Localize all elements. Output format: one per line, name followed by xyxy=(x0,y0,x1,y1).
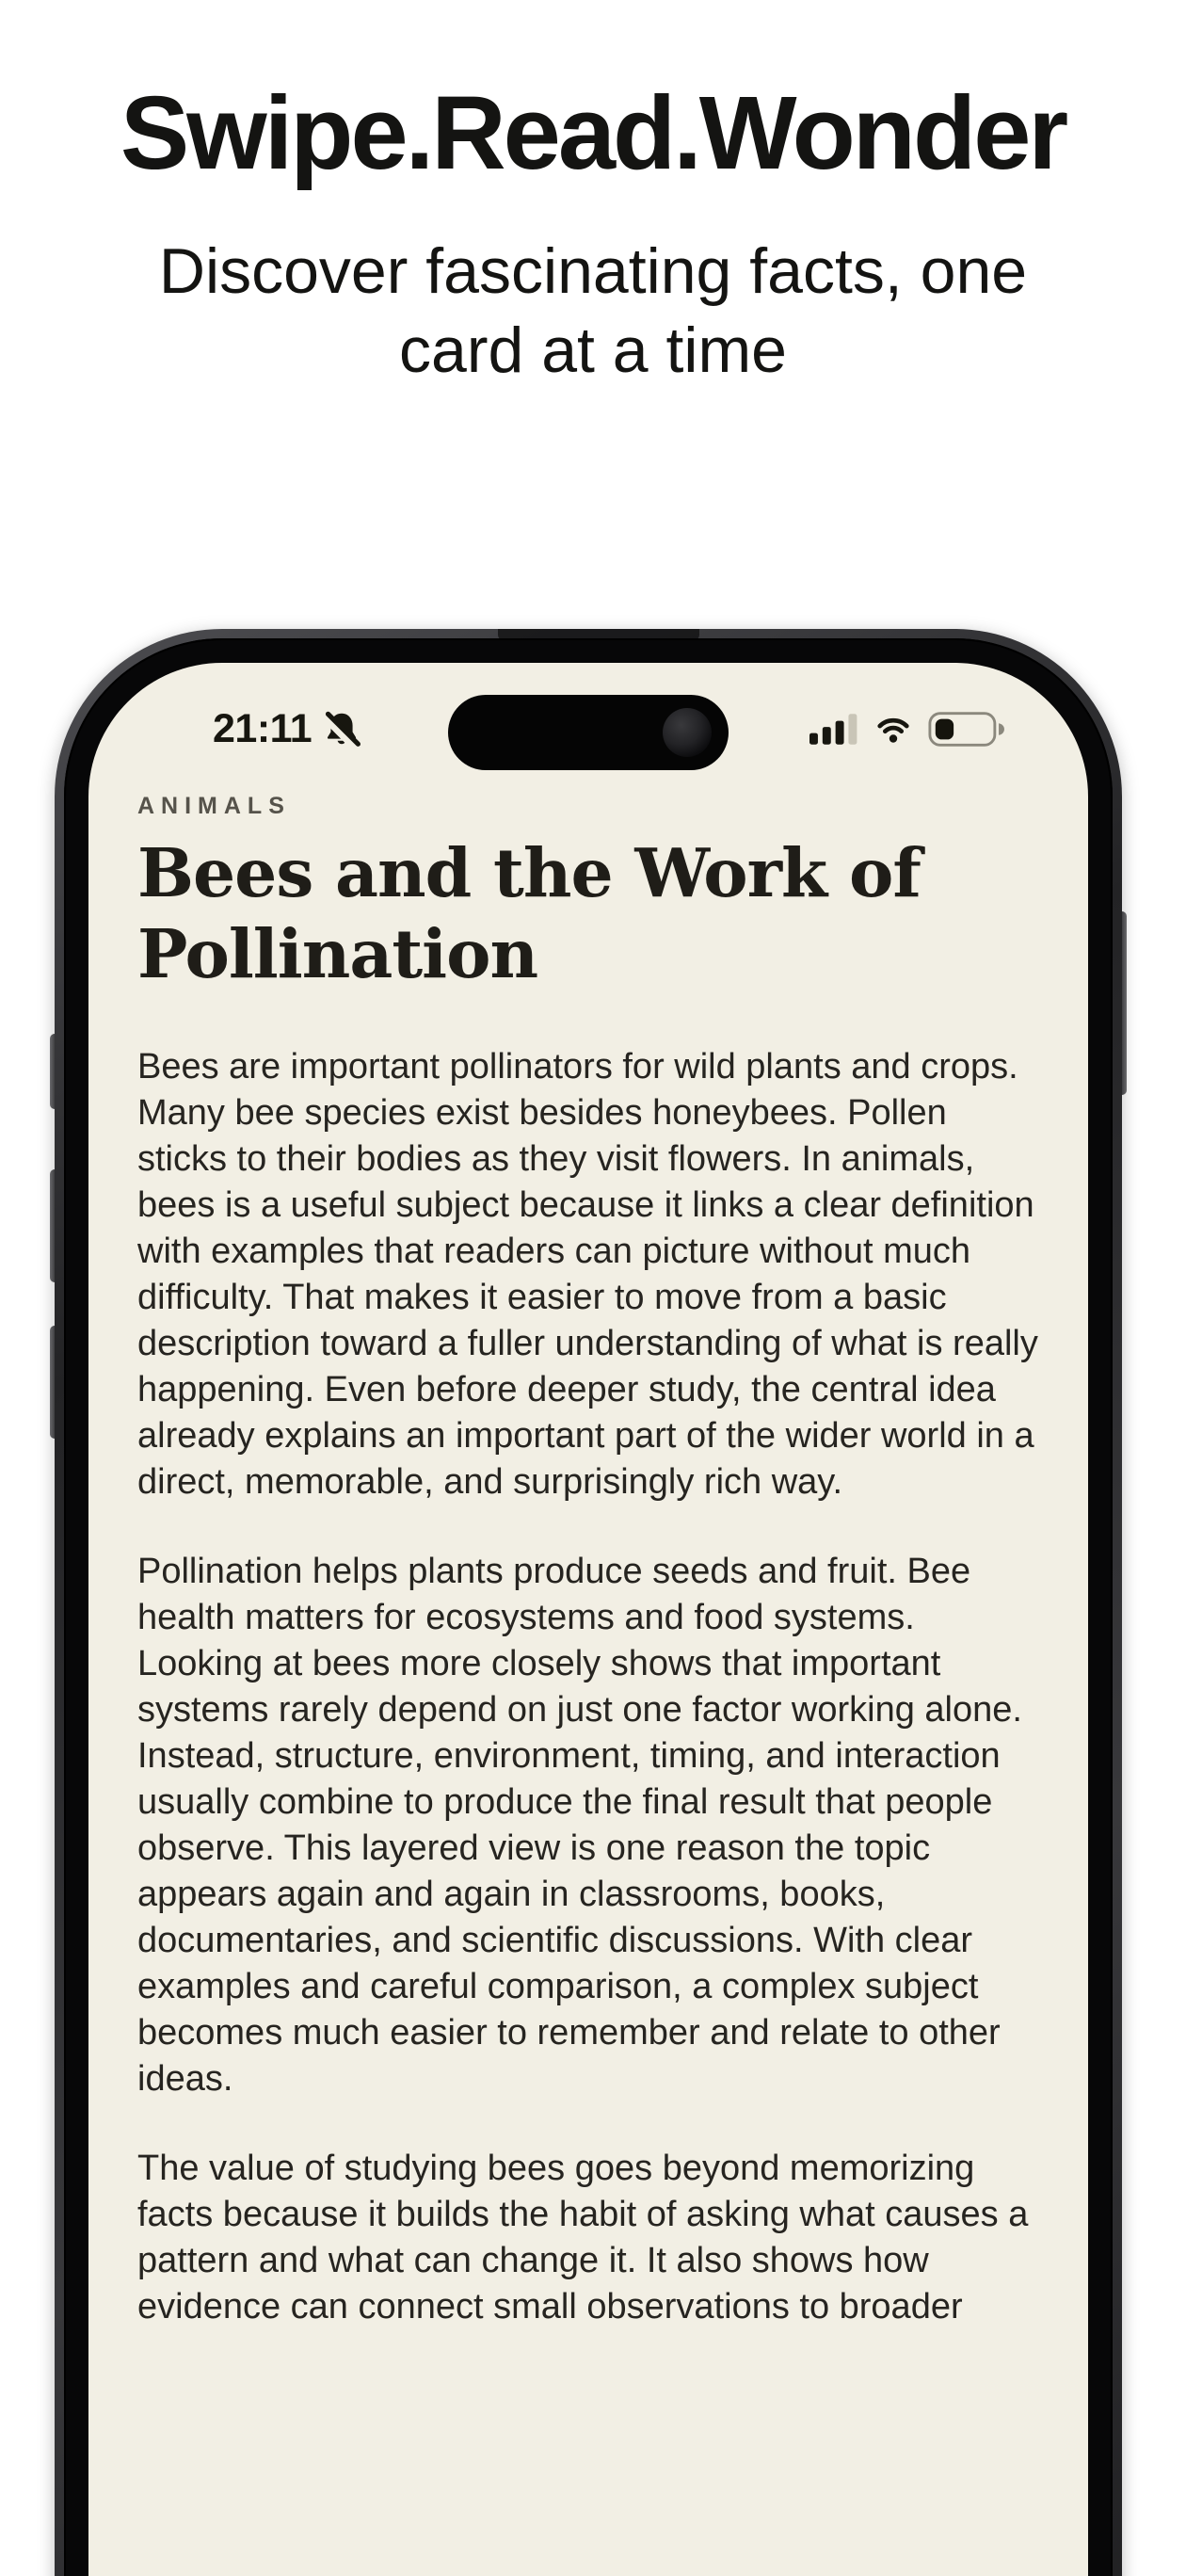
status-time: 21:11 xyxy=(213,705,313,751)
category-label: ANIMALS xyxy=(137,793,291,819)
article-body xyxy=(137,1044,1039,2330)
phone-screen xyxy=(88,663,1088,2576)
page-title: Swipe.Read.Wonder xyxy=(120,75,1066,191)
status-right-cluster xyxy=(809,712,1005,747)
article-paragraph: The value of studying bees goes beyond memorizing facts because it builds the habit of asking what causes a pattern and what can change it. It also shows how evidence can connect small observations to broader xyxy=(137,2148,1029,2326)
cellular-signal-icon xyxy=(809,714,858,745)
fact-card[interactable] xyxy=(88,793,1088,2330)
article-title: Bees and the Work of Pollination xyxy=(137,833,921,993)
article-paragraph: Pollination helps plants produce seeds and fruit. Bee health matters for ecosystems and food systems. Looking at bees more closely shows that important systems rarely depend on just one factor working alone. Instead, structure, environment, timing, and interaction usually combine to produce the final result that people observe. This layered view is one reason the topic appears again and again in classrooms, books, documentaries, and scientific discussions. With clear examples and careful comparison, a complex subject becomes much easier to remember and relate to other ideas. xyxy=(137,1551,1022,2099)
page-subtitle: Discover fascinating facts, one card at a time xyxy=(158,235,1028,387)
battery-icon xyxy=(928,712,1005,747)
status-left-cluster xyxy=(213,706,362,752)
article-paragraph: Bees are important pollinators for wild plants and crops. Many bee species exist besides honeybees. Pollen sticks to their bodies as they visit flowers. In animals, bees is a useful subject because it links a clear definition with examples that readers can picture without much difficulty. That makes it easier to move from a basic description toward a fuller understanding of what is really happening. Even before deeper study, the central idea already explains an important part of the wider world in a direct, memorable, and surprisingly rich way. xyxy=(137,1046,1038,1502)
phone-frame xyxy=(55,629,1122,2576)
phone-mockup xyxy=(55,629,1122,2576)
front-camera xyxy=(663,708,712,757)
dynamic-island xyxy=(448,695,729,770)
wifi-icon xyxy=(873,714,913,744)
phone-bezel xyxy=(64,638,1113,2576)
bell-slash-icon xyxy=(321,708,362,749)
